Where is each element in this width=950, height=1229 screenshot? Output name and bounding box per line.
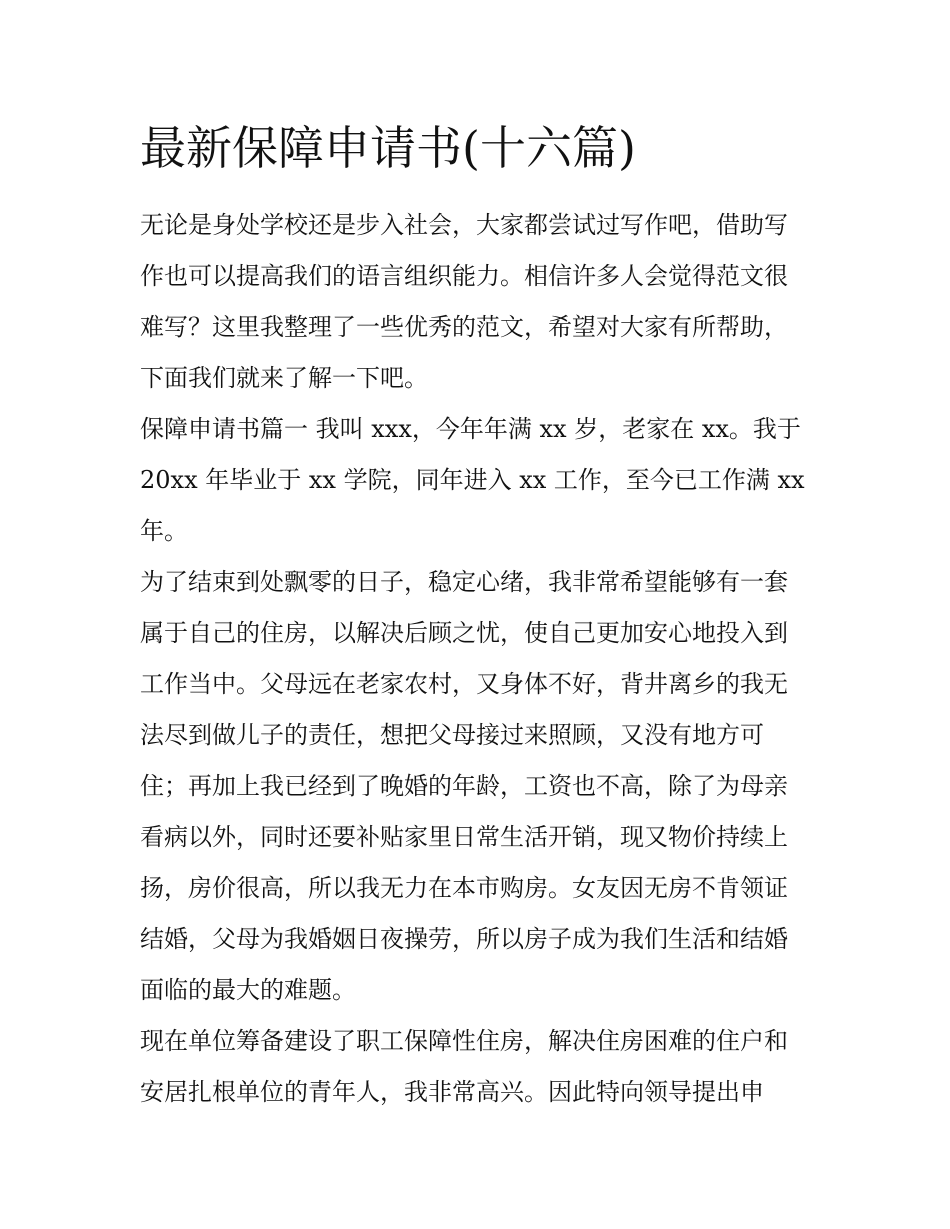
paragraph-line: 安居扎根单位的青年人，我非常高兴。因此特向领导提出申 — [140, 1078, 764, 1106]
paragraph-line: 法尽到做儿子的责任，想把父母接过来照顾，又没有地方可 — [140, 721, 764, 749]
document-body — [140, 118, 820, 1118]
paragraph-line: 面临的最大的难题。 — [140, 976, 356, 1004]
paragraph-line: 看病以外，同时还要补贴家里日常生活开销，现又物价持续上 — [140, 823, 788, 851]
paragraph-line: 年。 — [140, 517, 188, 545]
paragraph-reasons — [140, 557, 820, 1016]
paragraph-line: 作也可以提高我们的语言组织能力。相信许多人会觉得范文很 — [140, 262, 788, 290]
paragraph-line: 为了结束到处飘零的日子，稳定心绪，我非常希望能够有一套 — [140, 568, 788, 596]
paragraph-section-one — [140, 404, 820, 557]
paragraph-line: 无论是身处学校还是步入社会，大家都尝试过写作吧，借助写 — [140, 211, 788, 239]
paragraph-line: 属于自己的住房，以解决后顾之忧，使自己更加安心地投入到 — [140, 619, 788, 647]
paragraph-line: 20xx 年毕业于 xx 学院，同年进入 xx 工作，至今已工作满 xx — [140, 466, 805, 494]
paragraph-line: 工作当中。父母远在老家农村，又身体不好，背井离乡的我无 — [140, 670, 788, 698]
paragraph-line: 结婚，父母为我婚姻日夜操劳，所以房子成为我们生活和结婚 — [140, 925, 788, 953]
paragraph-line: 住；再加上我已经到了晚婚的年龄，工资也不高，除了为母亲 — [140, 772, 788, 800]
paragraph-line: 保障申请书篇一 我叫 xxx，今年年满 xx 岁，老家在 xx。我于 — [140, 415, 801, 443]
paragraph-line: 现在单位筹备建设了职工保障性住房，解决住房困难的住户和 — [140, 1027, 788, 1055]
paragraph-line: 下面我们就来了解一下吧。 — [140, 364, 428, 392]
paragraph-intro — [140, 200, 820, 404]
paragraph-request — [140, 1016, 820, 1118]
paragraph-line: 扬，房价很高，所以我无力在本市购房。女友因无房不肯领证 — [140, 874, 788, 902]
document-title: 最新保障申请书(十六篇) — [140, 121, 636, 175]
paragraph-line: 难写？这里我整理了一些优秀的范文，希望对大家有所帮助， — [140, 313, 788, 341]
